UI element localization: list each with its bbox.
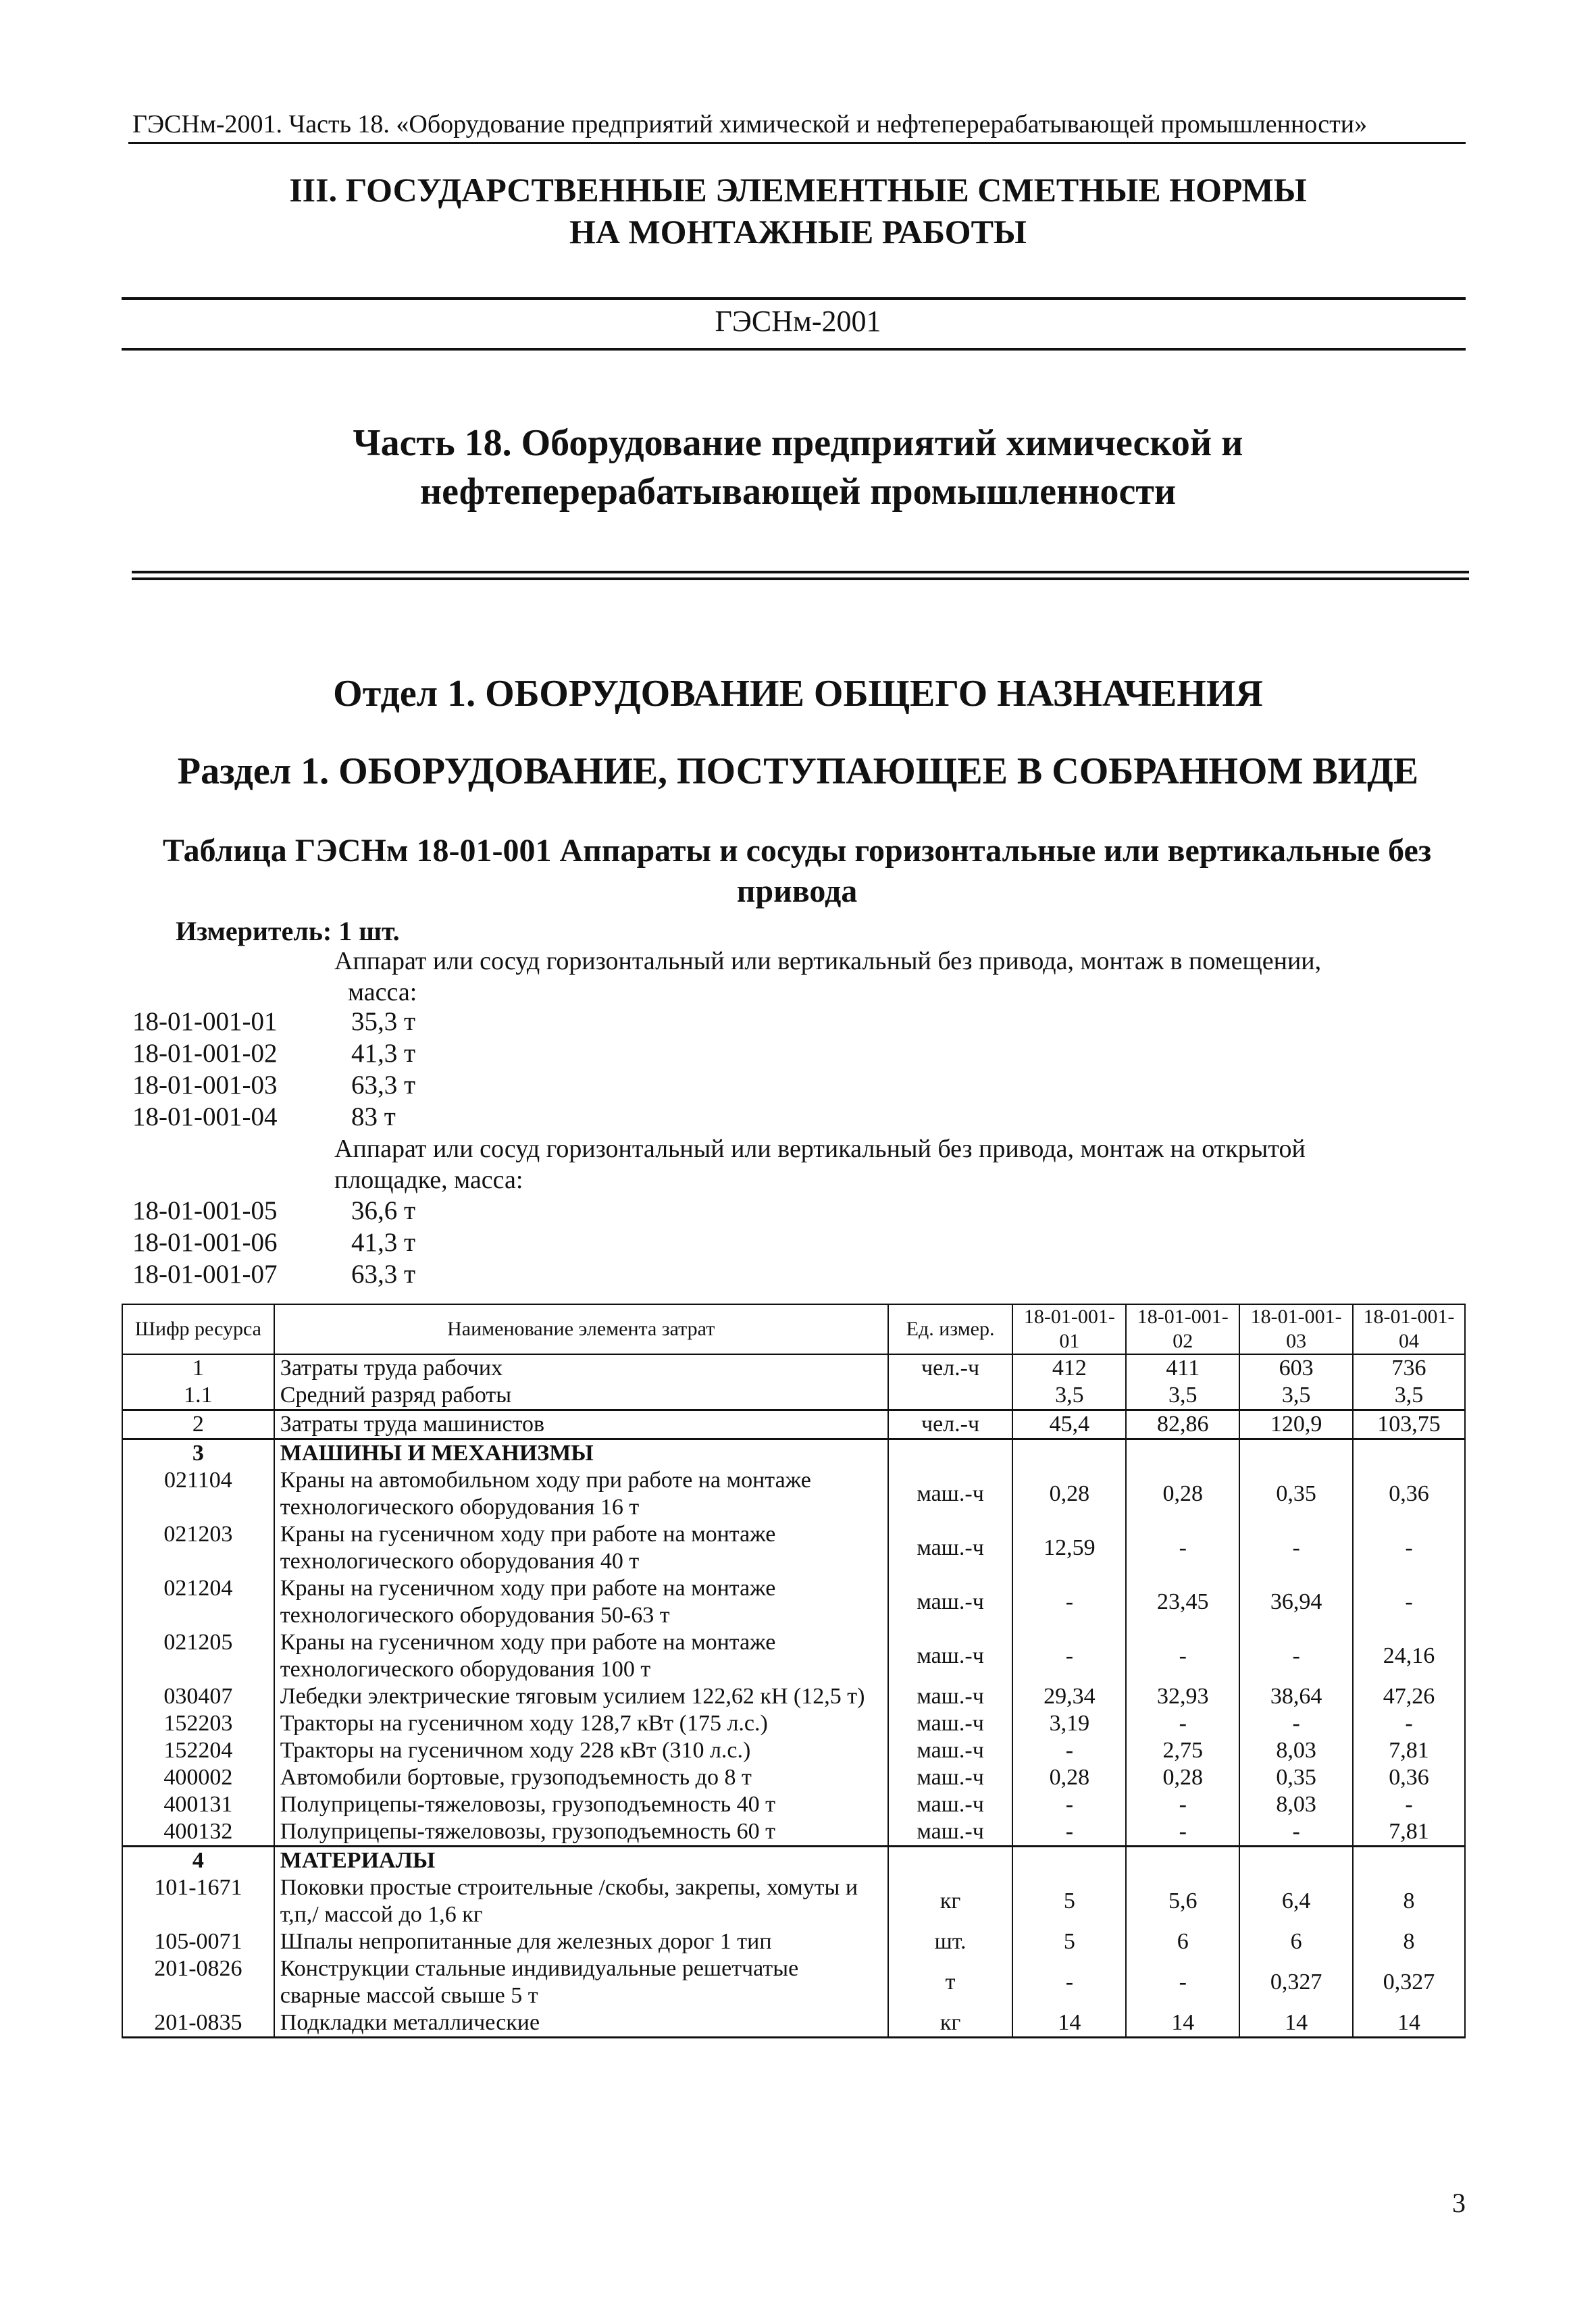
row-value: - <box>1353 1710 1465 1737</box>
table-row <box>122 1629 1465 1683</box>
table-row <box>122 2009 1465 2038</box>
row-value: - <box>1126 1521 1239 1575</box>
row-value: - <box>1012 1737 1126 1764</box>
table-row <box>122 1575 1465 1629</box>
row-value <box>1239 1847 1353 1875</box>
part-rule-1 <box>132 571 1469 573</box>
row-name: Краны на гусеничном ходу при работе на монтаже технологического оборудования 50-63 т <box>274 1575 888 1629</box>
row-name: Лебедки электрические тяговым усилием 122,62 кН (12,5 т) <box>274 1683 888 1710</box>
row-name: Полуприцепы-тяжеловозы, грузоподъемность 40 т <box>274 1791 888 1818</box>
row-name: МАШИНЫ И МЕХАНИЗМЫ <box>274 1439 888 1468</box>
norm-mass: 35,3 т <box>351 1007 416 1036</box>
row-unit: чел.-ч <box>888 1354 1013 1382</box>
row-value: - <box>1239 1629 1353 1683</box>
row-name: Тракторы на гусеничном ходу 128,7 кВт (175 л.с.) <box>274 1710 888 1737</box>
header-name: Наименование элемента затрат <box>274 1304 888 1354</box>
row-value <box>1126 1847 1239 1875</box>
table-row <box>122 1710 1465 1737</box>
row-code: 152203 <box>122 1710 274 1737</box>
row-value: 0,327 <box>1239 1955 1353 2009</box>
header-col4: 18-01-001-04 <box>1353 1304 1465 1354</box>
row-value: 2,75 <box>1126 1737 1239 1764</box>
row-value: 7,81 <box>1353 1737 1465 1764</box>
row-value: 0,28 <box>1012 1467 1126 1521</box>
row-value: - <box>1353 1791 1465 1818</box>
header-unit: Ед. измер. <box>888 1304 1013 1354</box>
row-name: МАТЕРИАЛЫ <box>274 1847 888 1875</box>
table-title <box>128 831 1466 912</box>
row-value: 3,19 <box>1012 1710 1126 1737</box>
table-row <box>122 1737 1465 1764</box>
row-unit: маш.-ч <box>888 1575 1013 1629</box>
norm-mass: 83 т <box>351 1102 396 1131</box>
norm-code: 18-01-001-06 <box>132 1228 278 1257</box>
row-value: 3,5 <box>1126 1382 1239 1410</box>
norm-code: 18-01-001-07 <box>132 1260 278 1289</box>
norm-table <box>122 1304 1466 2038</box>
header-col3: 18-01-001-03 <box>1239 1304 1353 1354</box>
row-value: 14 <box>1353 2009 1465 2038</box>
row-value: 736 <box>1353 1354 1465 1382</box>
row-value: - <box>1126 1791 1239 1818</box>
norm-code: 18-01-001-02 <box>132 1039 278 1068</box>
row-value: 0,28 <box>1126 1764 1239 1791</box>
row-code: 021203 <box>122 1521 274 1575</box>
row-value: 24,16 <box>1353 1629 1465 1683</box>
row-unit <box>888 1439 1013 1468</box>
norm-mass: 63,3 т <box>351 1071 416 1100</box>
norm-code: 18-01-001-03 <box>132 1071 278 1100</box>
running-header: ГЭСНм-2001. Часть 18. «Оборудование предприятий химической и нефтеперерабатывающей промышленности» <box>132 110 1368 138</box>
group2-description <box>334 1133 1469 1195</box>
table-row <box>122 1791 1465 1818</box>
row-value: 103,75 <box>1353 1410 1465 1439</box>
row-value: - <box>1126 1710 1239 1737</box>
row-value <box>1353 1439 1465 1468</box>
row-name: Затраты труда рабочих <box>274 1354 888 1382</box>
banner-rule-bottom <box>122 348 1466 351</box>
norm-code: 18-01-001-04 <box>132 1102 278 1131</box>
row-code: 021205 <box>122 1629 274 1683</box>
row-value <box>1012 1439 1126 1468</box>
table-row <box>122 1847 1465 1875</box>
row-name: Автомобили бортовые, грузоподъемность до 8 т <box>274 1764 888 1791</box>
row-unit: маш.-ч <box>888 1818 1013 1847</box>
row-value: 8,03 <box>1239 1791 1353 1818</box>
table-row <box>122 1928 1465 1955</box>
row-value: 5 <box>1012 1928 1126 1955</box>
page-number: 3 <box>1452 2188 1466 2218</box>
row-name: Подкладки металлические <box>274 2009 888 2038</box>
row-unit: маш.-ч <box>888 1521 1013 1575</box>
table-row <box>122 1521 1465 1575</box>
row-value: 0,28 <box>1012 1764 1126 1791</box>
row-code: 1 <box>122 1354 274 1382</box>
row-unit: маш.-ч <box>888 1629 1013 1683</box>
row-value: 3,5 <box>1353 1382 1465 1410</box>
group2-desc-line2: площадке, масса: <box>334 1166 523 1194</box>
row-value: 47,26 <box>1353 1683 1465 1710</box>
row-code: 105-0071 <box>122 1928 274 1955</box>
row-value: 14 <box>1012 2009 1126 2038</box>
measure-value: 1 шт. <box>338 916 400 946</box>
header-col1: 18-01-001-01 <box>1012 1304 1126 1354</box>
row-value <box>1126 1439 1239 1468</box>
table-header-row <box>122 1304 1465 1354</box>
row-value: 7,81 <box>1353 1818 1465 1847</box>
row-value: 3,5 <box>1012 1382 1126 1410</box>
norm-mass: 41,3 т <box>351 1039 416 1068</box>
row-value: 6 <box>1126 1928 1239 1955</box>
row-unit: кг <box>888 1874 1013 1928</box>
row-value: - <box>1353 1575 1465 1629</box>
document-heading-line1: III. ГОСУДАРСТВЕННЫЕ ЭЛЕМЕНТНЫЕ СМЕТНЫЕ НОРМЫ <box>289 171 1307 209</box>
row-value <box>1239 1439 1353 1468</box>
group1-desc-line2: масса: <box>348 978 417 1006</box>
row-code: 101-1671 <box>122 1874 274 1928</box>
row-code: 1.1 <box>122 1382 274 1410</box>
group2-desc-line1: Аппарат или сосуд горизонтальный или вертикальный без привода, монтаж на открытой <box>334 1135 1306 1163</box>
table-row <box>122 1818 1465 1847</box>
row-value: 6 <box>1239 1928 1353 1955</box>
document-heading <box>0 169 1596 253</box>
row-code: 021204 <box>122 1575 274 1629</box>
row-value: 14 <box>1239 2009 1353 2038</box>
header-col2: 18-01-001-02 <box>1126 1304 1239 1354</box>
row-unit: чел.-ч <box>888 1410 1013 1439</box>
row-value: 32,93 <box>1126 1683 1239 1710</box>
row-unit <box>888 1382 1013 1410</box>
row-value: - <box>1012 1955 1126 2009</box>
row-unit: маш.-ч <box>888 1467 1013 1521</box>
table-row <box>122 1439 1465 1468</box>
row-value: 14 <box>1126 2009 1239 2038</box>
measure-line <box>176 915 400 947</box>
row-value: 5 <box>1012 1874 1126 1928</box>
row-value: - <box>1353 1521 1465 1575</box>
row-value: - <box>1126 1955 1239 2009</box>
row-name: Краны на гусеничном ходу при работе на монтаже технологического оборудования 100 т <box>274 1629 888 1683</box>
row-code: 152204 <box>122 1737 274 1764</box>
part-rule-2 <box>132 577 1469 580</box>
row-code: 400131 <box>122 1791 274 1818</box>
row-value: - <box>1239 1521 1353 1575</box>
row-value: - <box>1012 1575 1126 1629</box>
row-value: 0,36 <box>1353 1764 1465 1791</box>
part-title-line1: Часть 18. Оборудование предприятий химической и <box>353 422 1243 464</box>
row-value: 3,5 <box>1239 1382 1353 1410</box>
row-name: Конструкции стальные индивидуальные решетчатые сварные массой свыше 5 т <box>274 1955 888 2009</box>
document-heading-line2: НА МОНТАЖНЫЕ РАБОТЫ <box>569 213 1027 251</box>
row-value: - <box>1126 1629 1239 1683</box>
row-value: - <box>1012 1791 1126 1818</box>
measure-label: Измеритель: <box>176 916 332 946</box>
row-name: Поковки простые строительные /скобы, закрепы, хомуты и т,п,/ массой до 1,6 кг <box>274 1874 888 1928</box>
row-value: 412 <box>1012 1354 1126 1382</box>
table-body <box>122 1354 1465 2038</box>
table-row <box>122 1467 1465 1521</box>
row-value: 8 <box>1353 1928 1465 1955</box>
row-value: - <box>1012 1818 1126 1847</box>
norm-mass: 41,3 т <box>351 1228 416 1257</box>
header-code: Шифр ресурса <box>122 1304 274 1354</box>
row-unit: маш.-ч <box>888 1737 1013 1764</box>
row-value: 45,4 <box>1012 1410 1126 1439</box>
row-name: Шпалы непропитанные для железных дорог 1 тип <box>274 1928 888 1955</box>
row-name: Краны на гусеничном ходу при работе на монтаже технологического оборудования 40 т <box>274 1521 888 1575</box>
row-value: 0,36 <box>1353 1467 1465 1521</box>
row-value: 5,6 <box>1126 1874 1239 1928</box>
row-name: Затраты труда машинистов <box>274 1410 888 1439</box>
razdel-title: Раздел 1. ОБОРУДОВАНИЕ, ПОСТУПАЮЩЕЕ В СОБРАННОМ ВИДЕ <box>177 750 1419 792</box>
norm-code: 18-01-001-01 <box>132 1007 278 1036</box>
norm-mass: 36,6 т <box>351 1196 416 1225</box>
row-unit: маш.-ч <box>888 1764 1013 1791</box>
table-row <box>122 1874 1465 1928</box>
row-code: 2 <box>122 1410 274 1439</box>
row-code: 3 <box>122 1439 274 1468</box>
row-unit <box>888 1847 1013 1875</box>
row-value: - <box>1126 1818 1239 1847</box>
row-value: 36,94 <box>1239 1575 1353 1629</box>
table-row <box>122 1410 1465 1439</box>
row-value: 0,327 <box>1353 1955 1465 2009</box>
table-row <box>122 1683 1465 1710</box>
part-title-line2: нефтеперерабатывающей промышленности <box>419 471 1177 513</box>
header-rule <box>128 142 1466 144</box>
row-value: 6,4 <box>1239 1874 1353 1928</box>
table-title-line2: привода <box>736 873 858 909</box>
row-value: - <box>1239 1710 1353 1737</box>
row-value <box>1012 1847 1126 1875</box>
row-value <box>1353 1847 1465 1875</box>
code-banner: ГЭСНм-2001 <box>715 305 881 338</box>
row-value: 603 <box>1239 1354 1353 1382</box>
row-value: 12,59 <box>1012 1521 1126 1575</box>
banner-rule-top <box>122 297 1466 300</box>
row-name: Средний разряд работы <box>274 1382 888 1410</box>
row-unit: маш.-ч <box>888 1710 1013 1737</box>
row-unit: маш.-ч <box>888 1683 1013 1710</box>
row-value: 120,9 <box>1239 1410 1353 1439</box>
row-name: Краны на автомобильном ходу при работе на монтаже технологического оборудования 16 т <box>274 1467 888 1521</box>
row-code: 201-0835 <box>122 2009 274 2038</box>
norm-code: 18-01-001-05 <box>132 1196 278 1225</box>
row-code: 021104 <box>122 1467 274 1521</box>
group1-description <box>334 946 1469 1008</box>
row-name: Тракторы на гусеничном ходу 228 кВт (310 л.с.) <box>274 1737 888 1764</box>
row-value: 23,45 <box>1126 1575 1239 1629</box>
row-code: 030407 <box>122 1683 274 1710</box>
row-unit: кг <box>888 2009 1013 2038</box>
table-row <box>122 1354 1465 1382</box>
row-value: 8,03 <box>1239 1737 1353 1764</box>
row-value: 0,35 <box>1239 1467 1353 1521</box>
row-value: 0,35 <box>1239 1764 1353 1791</box>
norm-mass: 63,3 т <box>351 1260 416 1289</box>
row-value: 38,64 <box>1239 1683 1353 1710</box>
row-value: - <box>1012 1629 1126 1683</box>
table-title-line1: Таблица ГЭСНм 18-01-001 Аппараты и сосуды горизонтальные или вертикальные без <box>162 833 1432 869</box>
row-value: 0,28 <box>1126 1467 1239 1521</box>
part-title <box>0 419 1596 516</box>
row-value: 411 <box>1126 1354 1239 1382</box>
table-row <box>122 1764 1465 1791</box>
row-code: 400002 <box>122 1764 274 1791</box>
row-unit: шт. <box>888 1928 1013 1955</box>
row-name: Полуприцепы-тяжеловозы, грузоподъемность 60 т <box>274 1818 888 1847</box>
row-unit: маш.-ч <box>888 1791 1013 1818</box>
row-value: 82,86 <box>1126 1410 1239 1439</box>
row-value: 8 <box>1353 1874 1465 1928</box>
row-code: 4 <box>122 1847 274 1875</box>
row-value: 29,34 <box>1012 1683 1126 1710</box>
table-row <box>122 1955 1465 2009</box>
row-code: 400132 <box>122 1818 274 1847</box>
otdel-title: Отдел 1. ОБОРУДОВАНИЕ ОБЩЕГО НАЗНАЧЕНИЯ <box>333 673 1263 715</box>
table-row <box>122 1382 1465 1410</box>
group1-desc-line1: Аппарат или сосуд горизонтальный или вертикальный без привода, монтаж в помещении, <box>334 947 1322 975</box>
row-unit: т <box>888 1955 1013 2009</box>
row-code: 201-0826 <box>122 1955 274 2009</box>
row-value: - <box>1239 1818 1353 1847</box>
